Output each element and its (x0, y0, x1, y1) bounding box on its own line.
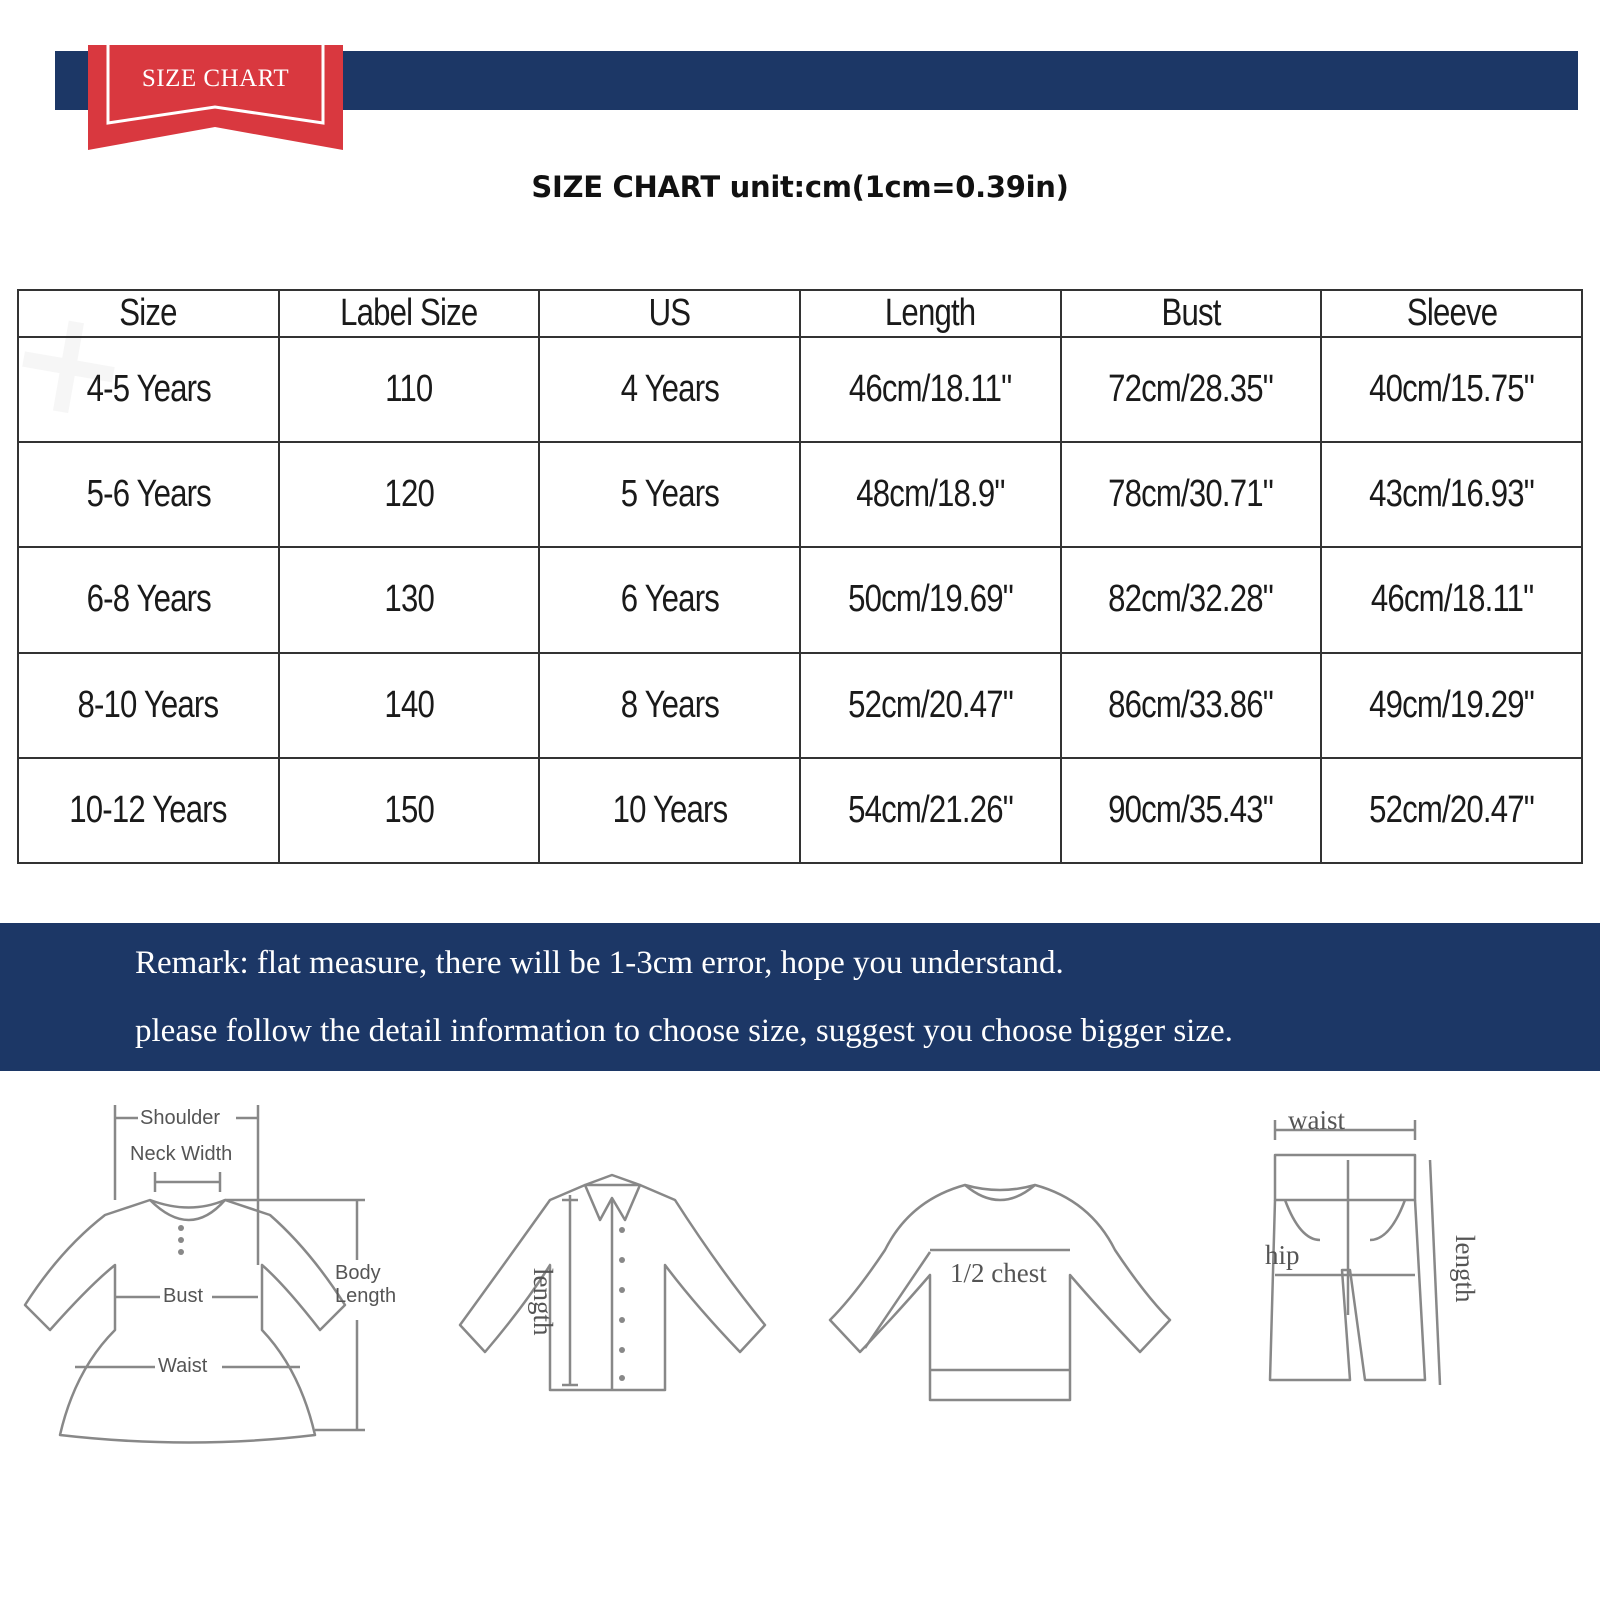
table-cell: 86cm/33.86" (1061, 653, 1322, 758)
body-length-label-2: Length (335, 1285, 397, 1307)
size-table (17, 289, 1583, 864)
table-cell: 50cm/19.69" (800, 547, 1061, 652)
pants-hip-label: hip (1265, 1240, 1300, 1270)
table-cell: 4-5 Years (18, 337, 279, 442)
shirt-icon (450, 1080, 810, 1550)
table-cell: 52cm/20.47" (1321, 758, 1582, 863)
badge-ribbon-shape (88, 45, 343, 150)
column-header: US (539, 290, 800, 337)
table-cell: 130 (279, 547, 540, 652)
half-chest-label: 1/2 chest (950, 1258, 1047, 1288)
table-cell: 5 Years (539, 442, 800, 547)
body-length-label-1: Body (335, 1262, 381, 1284)
table-cell: 140 (279, 653, 540, 758)
table-cell: 48cm/18.9" (800, 442, 1061, 547)
shoulder-label: Shoulder (140, 1107, 221, 1129)
table-cell: 46cm/18.11" (1321, 547, 1582, 652)
table-cell: 150 (279, 758, 540, 863)
table-cell: 5-6 Years (18, 442, 279, 547)
table-cell: 46cm/18.11" (800, 337, 1061, 442)
table-cell: 52cm/20.47" (800, 653, 1061, 758)
table-cell: 49cm/19.29" (1321, 653, 1582, 758)
table-cell: 8-10 Years (18, 653, 279, 758)
neck-width-label: Neck Width (130, 1143, 233, 1165)
pants-waist-label: waist (1288, 1105, 1345, 1135)
table-row (18, 547, 1582, 652)
size-chart-badge (88, 45, 343, 150)
sweater-diagram (830, 1080, 1190, 1550)
table-header-row (18, 290, 1582, 337)
table-cell: 43cm/16.93" (1321, 442, 1582, 547)
column-header: Size (18, 290, 279, 337)
remark-line-2: please follow the detail information to choose size, suggest you choose bigger size. (135, 1013, 1233, 1049)
table-cell: 78cm/30.71" (1061, 442, 1322, 547)
waist-label: Waist (158, 1355, 208, 1377)
table-cell: 82cm/32.28" (1061, 547, 1322, 652)
table-cell: 110 (279, 337, 540, 442)
table-cell: 54cm/21.26" (800, 758, 1061, 863)
column-header: Bust (1061, 290, 1322, 337)
badge-label: SIZE CHART (141, 65, 290, 92)
pants-length-label: length (1450, 1235, 1480, 1303)
table-cell: 90cm/35.43" (1061, 758, 1322, 863)
column-header: Sleeve (1321, 290, 1582, 337)
table-cell: 8 Years (539, 653, 800, 758)
table-row (18, 653, 1582, 758)
table-cell: 10 Years (539, 758, 800, 863)
bust-label: Bust (163, 1285, 204, 1307)
table-row (18, 442, 1582, 547)
measurement-diagrams (0, 1080, 1600, 1550)
table-cell: 6 Years (539, 547, 800, 652)
column-header: Label Size (279, 290, 540, 337)
pants-icon (1230, 1080, 1510, 1550)
column-header: Length (800, 290, 1061, 337)
shirt-length-label: length (528, 1268, 558, 1336)
table-cell: 10-12 Years (18, 758, 279, 863)
remark-line-1: Remark: flat measure, there will be 1-3cm error, hope you understand. (135, 945, 1064, 981)
table-row (18, 337, 1582, 442)
table-cell: 40cm/15.75" (1321, 337, 1582, 442)
pants-diagram (1230, 1080, 1510, 1550)
sweater-icon (830, 1080, 1190, 1550)
table-row (18, 758, 1582, 863)
table-cell: 120 (279, 442, 540, 547)
dress-diagram (0, 1080, 420, 1550)
chart-title: SIZE CHART unit:cm(1cm=0.39in) (531, 170, 1069, 204)
table-cell: 6-8 Years (18, 547, 279, 652)
table-cell: 4 Years (539, 337, 800, 442)
table-cell: 72cm/28.35" (1061, 337, 1322, 442)
shirt-diagram (450, 1080, 810, 1550)
